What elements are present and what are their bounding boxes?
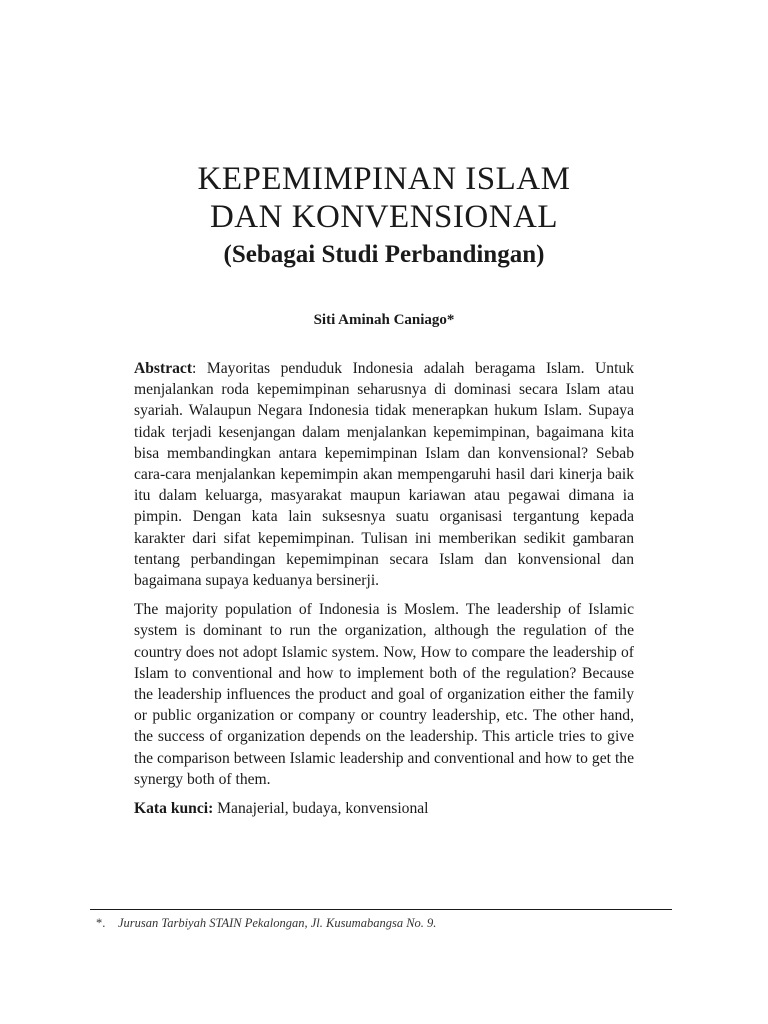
- keywords-line: [134, 798, 634, 819]
- title-line-2: DAN KONVENSIONAL: [209, 199, 559, 235]
- keywords-label: Kata kunci:: [134, 800, 214, 818]
- footnote-text: Jurusan Tarbiyah STAIN Pekalongan, Jl. Kusumabangsa No. 9.: [118, 916, 437, 930]
- abstract-block: [134, 358, 634, 819]
- abstract-indonesian-text: : Mayoritas penduduk Indonesia adalah beragama Islam. Untuk menjalankan roda kepemimpinan seharusnya di dominasi secara Islam atau syariah. Walaupun Negara Indonesia tidak menerapkan hukum Islam. Supaya tidak terjadi kesenjangan dalam menjalankan kepemimpinan, bagaimana kita bisa membandingkan antara kepemimpinan Islam dan konvensional? Sebab cara-cara menjalankan kepemimpin akan mempengaruhi hasil dari kinerja baik itu dalam keluarga, masyarakat maupun kariawan atau pegawai dimana ia pimpin. Dengan kata lain suksesnya suatu organisasi tergantung kepada karakter dari sifat kepemimpinan. Tulisan ini memberikan sedikit gambaran tentang perbandingan kepemimpinan secara Islam dan konvensional dan bagaimana supaya keduanya bersinerji.: [134, 360, 634, 590]
- footnote-mark: *.: [96, 916, 106, 930]
- abstract-indonesian: [134, 358, 634, 591]
- title-line-1: KEPEMIMPINAN ISLAM: [197, 161, 571, 197]
- keywords-text: Manajerial, budaya, konvensional: [213, 800, 429, 818]
- title-block: [0, 160, 768, 273]
- footnote: [96, 916, 436, 931]
- subtitle: (Sebagai Studi Perbandingan): [223, 241, 545, 268]
- abstract-english: The majority population of Indonesia is Moslem. The leadership of Islamic system is dominant to run the organization, although the regulation of the country does not adopt Islamic system. Now, How to compare the leadership of Islam to conventional and how to implement both of the regulation? Because the leadership influences the product and goal of organization either the family or public organization or company or country leadership, etc. The other hand, the success of organization depends on the leadership. This article tries to give the comparison between Islamic leadership and conventional and how to get the synergy both of them.: [134, 601, 634, 788]
- footnote-divider: [90, 909, 672, 910]
- author-name: Siti Aminah Caniago*: [313, 312, 455, 328]
- abstract-label: Abstract: [134, 360, 193, 377]
